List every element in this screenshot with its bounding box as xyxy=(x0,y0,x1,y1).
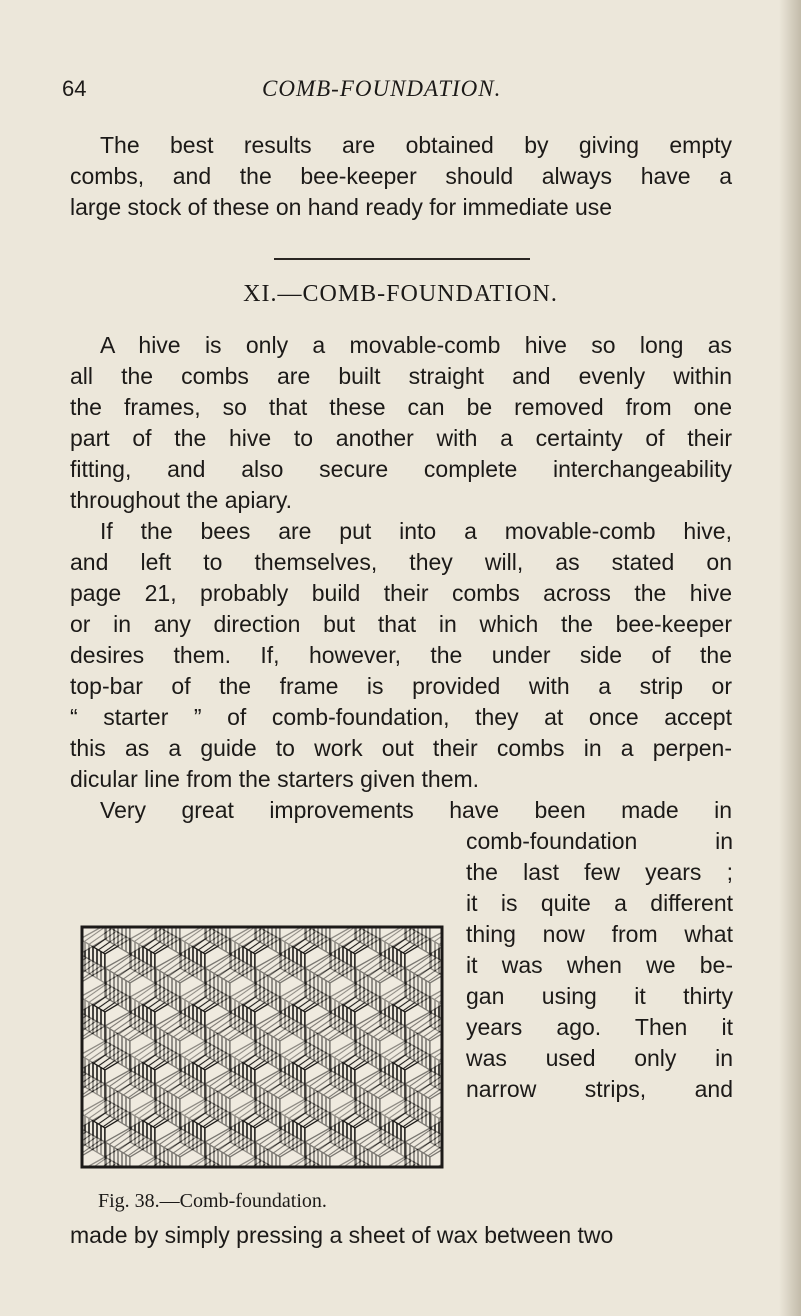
text-line: desires them. If, however, the under side of the xyxy=(70,642,732,668)
page-edge-shadow xyxy=(779,0,801,1316)
text-line: large stock of these on hand ready for immediate use xyxy=(70,194,613,220)
text-line: throughout the apiary. xyxy=(70,487,293,513)
paragraph-2 xyxy=(70,516,732,795)
text-line: The best results are obtained by giving empty xyxy=(100,132,732,158)
page-header xyxy=(62,76,742,106)
text-line: page 21, probably build their combs across the hive xyxy=(70,580,732,606)
text-line: and left to themselves, they will, as stated on xyxy=(70,549,732,575)
text-line: Very great improvements have been made in xyxy=(100,797,732,823)
text-line: “ starter ” of comb-foundation, they at once accept xyxy=(70,704,732,730)
text-line: top-bar of the frame is provided with a strip or xyxy=(70,673,732,699)
text-line: was used only in xyxy=(466,1045,733,1071)
paragraph-3-last-line xyxy=(70,1220,732,1251)
paragraph-3-wrapped-column xyxy=(466,826,733,1105)
text-line: or in any direction but that in which the bee-keeper xyxy=(70,611,732,637)
text-line: the frames, so that these can be removed from one xyxy=(70,394,732,420)
text-line: A hive is only a movable-comb hive so long as xyxy=(100,332,732,358)
text-line: fitting, and also secure complete interchangeability xyxy=(70,456,732,482)
text-line: this as a guide to work out their combs in a perpen- xyxy=(70,735,732,761)
text-line: If the bees are put into a movable-comb hive, xyxy=(100,518,732,544)
text-line: it was when we be- xyxy=(466,952,733,978)
text-line: comb-foundation in xyxy=(466,828,733,854)
paragraph-1 xyxy=(70,330,732,516)
section-divider xyxy=(274,258,530,260)
text-line: years ago. Then it xyxy=(466,1014,733,1040)
running-head: COMB-FOUNDATION. xyxy=(262,76,502,101)
paragraph-3-first-line xyxy=(70,795,732,826)
figure-caption: Fig. 38.—Comb-foundation. xyxy=(98,1190,327,1212)
comb-foundation-illustration xyxy=(80,925,444,1169)
text-line: made by simply pressing a sheet of wax between two xyxy=(70,1222,614,1248)
text-line: narrow strips, and xyxy=(466,1076,733,1102)
text-line: combs, and the bee-keeper should always have a xyxy=(70,163,732,189)
top-paragraph xyxy=(70,130,732,223)
text-line: gan using it thirty xyxy=(466,983,733,1009)
text-line: all the combs are built straight and evenly within xyxy=(70,363,732,389)
text-line: thing now from what xyxy=(466,921,733,947)
page-number: 64 xyxy=(62,76,87,101)
text-line: part of the hive to another with a certainty of their xyxy=(70,425,732,451)
text-line: dicular line from the starters given them. xyxy=(70,766,480,792)
text-line: the last few years ; xyxy=(466,859,733,885)
text-line: it is quite a different xyxy=(466,890,733,916)
section-title: XI.—COMB-FOUNDATION. xyxy=(243,281,558,307)
